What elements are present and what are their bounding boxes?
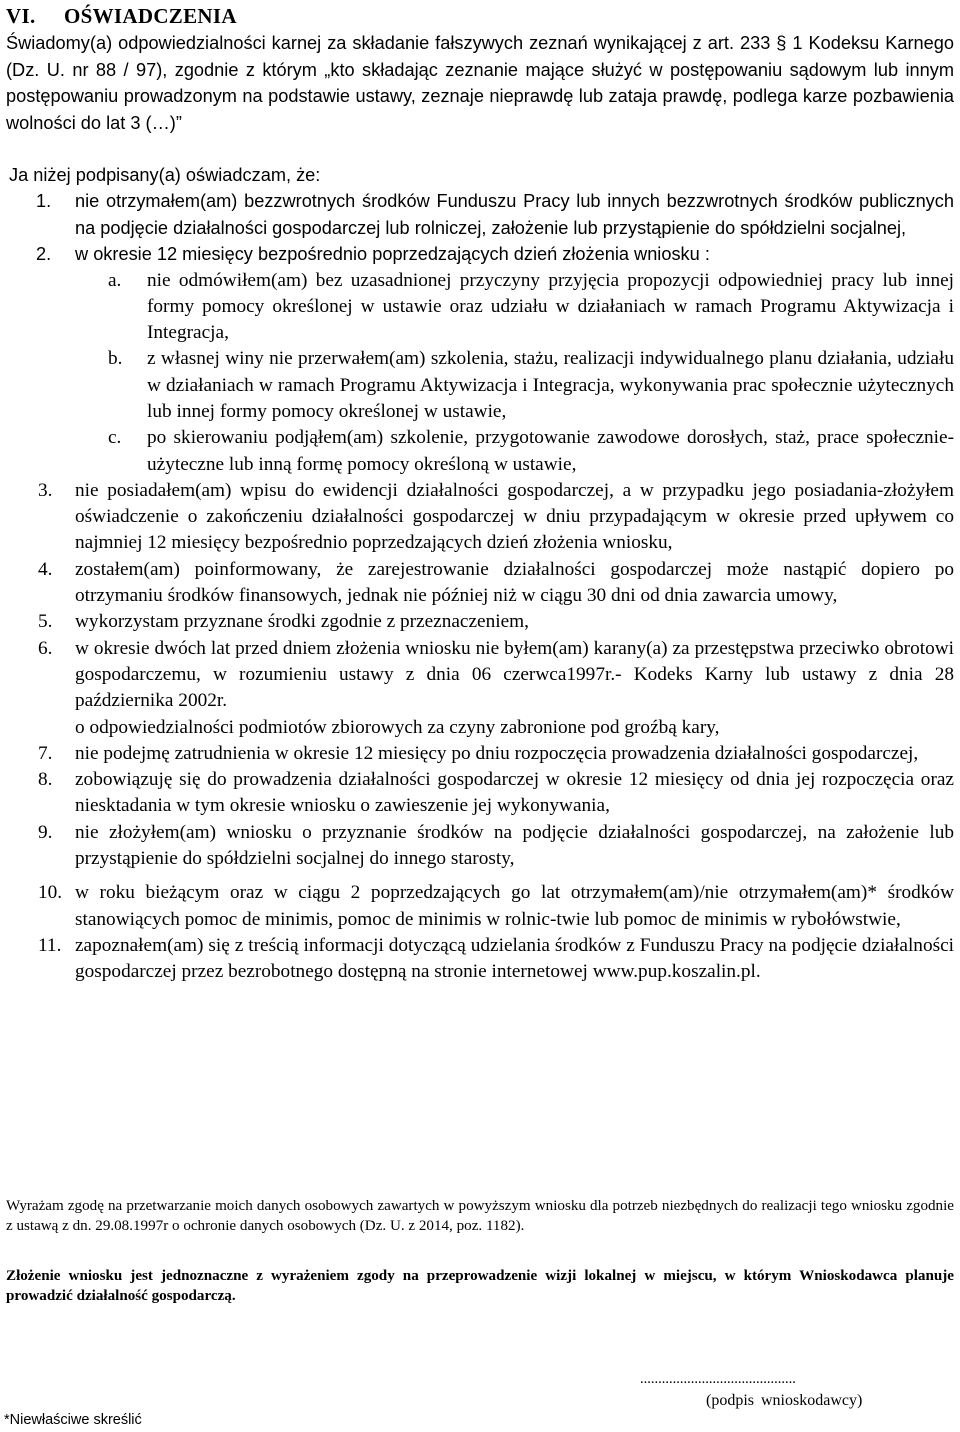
list-item: [0, 820, 960, 873]
list-item: [0, 741, 960, 767]
item-text: w okresie dwóch lat przed dniem złożenia wniosku nie byłem(am) karany(a) za przestępstwa przeciwko obrotowi gospodarczemu, w rozumieniu ustawy z dnia 06 czerwca1997r.- Kodeks Karny lub ustawy z dnia 28 października 2002r.: [75, 637, 954, 712]
item-number: 2.: [36, 244, 52, 264]
sub-list-wrapper: [0, 268, 960, 478]
sub-item-text: z własnej winy nie przerwałem(am) szkolenia, stażu, realizacji indywidualnego planu działania, udziału w działaniach w ramach Programu Aktywizacja i Integracja, wykonywania prac społecznie użytecznych lub innej formy pomocy określonej w ustawie,: [147, 348, 954, 422]
list-item: [0, 609, 960, 635]
section-number: VI.: [6, 4, 36, 28]
signature-label: (podpis wnioskodawcy): [706, 1392, 863, 1409]
sub-item-text: nie odmówiłem(am) bez uzasadnionej przyczyny przyjęcia propozycji odpowiedniej pracy lub innej formy pomocy określonej w ustawie oraz udziału w działaniach w ramach Programu Aktywizacja i Integracja,: [147, 269, 954, 344]
section-title: OŚWIADCZENIA: [64, 4, 237, 28]
item-text: wykorzystam przyznane środki zgodnie z przeznaczeniem,: [75, 611, 529, 633]
item-number: 8.: [38, 769, 53, 791]
item-number: 6.: [38, 637, 53, 659]
item-number: 11.: [38, 934, 62, 956]
data-consent-paragraph: Wyrażam zgodę na przetwarzanie moich danych osobowych zawartych w powyższym wniosku dla potrzeb niezbędnych do realizacji tego wniosku zgodnie z ustawą z dn. 29.08.1997r o ochronie danych osobowych (Dz. U. z 2014, poz. 1182).: [6, 1198, 954, 1234]
list-item: [0, 188, 960, 241]
section-heading: [6, 4, 237, 28]
list-item: [0, 636, 960, 741]
sub-item-text: po skierowaniu podjąłem(am) szkolenie, przygotowanie zawodowe dorosłych, staż, prace społecznie-użyteczne lub inną formę pomocy określoną w ustawie,: [147, 427, 954, 475]
item-number: 1.: [36, 191, 52, 211]
footnote: *Niewłaściwe skreślić: [4, 1412, 142, 1428]
sub-list-item: [75, 425, 954, 478]
item-number: 10.: [38, 882, 63, 904]
item-number: 9.: [38, 821, 53, 843]
signature-line: ...........................................: [640, 1371, 796, 1387]
item-number: 5.: [38, 611, 53, 633]
sub-list-item: [75, 268, 954, 347]
item-text: nie złożyłem(am) wniosku o przyznanie środków na podjęcie działalności gospodarczej, na założenie lub przystąpienie do spółdzielni socjalnej do innego starosty,: [75, 821, 954, 870]
list-item: [0, 933, 960, 986]
item-text-continuation: o odpowiedzialności podmiotów zbiorowych za czyny zabronione pod groźbą kary,: [75, 716, 720, 738]
declarations-list: [0, 188, 960, 986]
item-text: zobowiązuję się do prowadzenia działalności gospodarczej w okresie 12 miesięcy od dnia jej rozpoczęcia oraz niesktadania w tym okresie wniosku o zawieszenie jej wykonywania,: [75, 769, 954, 817]
list-item: [0, 557, 960, 610]
sub-item-letter: b.: [108, 348, 123, 370]
item-number: 4.: [38, 558, 53, 580]
item-number: 3.: [38, 479, 53, 501]
item-text: zostałem(am) poinformowany, że zarejestrowanie działalności gospodarczej może nastąpić dopiero po otrzymaniu środków finansowych, jednak nie później niż w ciągu 30 dni od dnia zawarcia umowy,: [75, 558, 954, 607]
list-item: [0, 478, 960, 557]
item-text: nie otrzymałem(am) bezzwrotnych środków Funduszu Pracy lub innych bezzwrotnych środków publicznych na podjęcie działalności gospodarczej lub rolniczej, założenie lub przystąpienie do spółdzielni socjalnej,: [75, 191, 954, 238]
item-text: nie posiadałem(am) wpisu do ewidencji działalności gospodarczej, a w przypadku jego posiadania-złożyłem oświadczenie o zakończeniu działalności gospodarczej w dniu przypadającym w okresie przed upływem co najmniej 12 miesięcy bezpośrednio poprzedzających dzień złożenia wniosku,: [75, 479, 954, 554]
item-text: w okresie 12 miesięcy bezpośrednio poprzedzających dzień złożenia wniosku :: [75, 244, 710, 264]
sub-item-letter: a.: [108, 269, 122, 291]
list-item: [0, 241, 960, 268]
list-item: [0, 767, 960, 820]
sub-list-item: [75, 346, 954, 425]
list-item: [0, 880, 960, 933]
item-text: w roku bieżącym oraz w ciągu 2 poprzedzających go lat otrzymałem(am)/nie otrzymałem(am)* środków stanowiących pomoc de minimis, pomoc de minimis w rolnic-twie lub pomoc de minimis w rybołówstwie,: [75, 882, 954, 930]
item-text: zapoznałem(am) się z treścią informacji dotyczącą udzielania środków z Funduszu Pracy na podjęcie działalności gospodarczej przez bezrobotnego dostępną na stronie internetowej www.pup.koszalin.pl.: [75, 934, 954, 983]
site-visit-consent-paragraph: Złożenie wniosku jest jednoznaczne z wyrażeniem zgody na przeprowadzenie wizji lokalnej w miejscu, w którym Wnioskodawca planuje prowadzić działalność gospodarczą.: [6, 1268, 954, 1305]
sub-list: [0, 268, 954, 478]
intro-paragraph: Świadomy(a) odpowiedzialności karnej za składanie fałszywych zeznań wynikającej z art. 233 § 1 Kodeksu Karnego (Dz. U. nr 88 / 97), zgodnie z którym „kto składając zeznanie mające służyć w postępowaniu sądowym lub innym postępowaniu prowadzonym na podstawie ustawy, zeznaje nieprawdę lub zataja prawdę, podlega karze pozbawienia wolności do lat 3 (…)”: [6, 33, 954, 133]
item-text: nie podejmę zatrudnienia w okresie 12 miesięcy po dniu rozpoczęcia prowadzenia działalności gospodarczej,: [75, 742, 919, 764]
item-number: 7.: [38, 742, 53, 764]
declaration-lead: Ja niżej podpisany(a) oświadczam, że:: [9, 165, 321, 185]
sub-item-letter: c.: [108, 427, 122, 449]
